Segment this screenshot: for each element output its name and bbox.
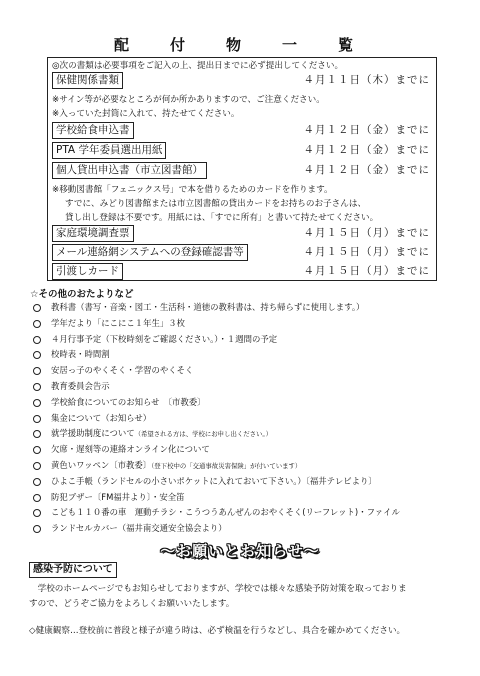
document-row [48,162,438,180]
submission-documents-box [47,57,437,281]
document-note: ※移動図書館「フェニックス号」で本を借りるためのカードを作ります。 [52,185,333,195]
document-row [48,142,438,160]
circle-bullet-icon [33,336,41,344]
list-item: 集金について（お知らせ） [33,411,453,427]
document-note: 貸し出し登録は不要です。用紙には、「すでに所有」と書いて持たせてください。 [65,213,379,223]
health-check-note: ◇健康観察…登校前に普段と様子が違う時は、必ず検温を行うなどし、具合を確かめてください。 [29,626,406,636]
circle-bullet-icon [33,367,41,375]
due-date: ４月１２日（金）までに [303,124,430,136]
document-row [48,72,438,90]
list-item: 教科書（書写・音楽・図工・生活科・道徳の教科書は、持ち帰らずに使用します。） [33,300,453,316]
circle-bullet-icon [33,320,41,328]
document-label: 引渡しカード [52,263,123,280]
due-date: ４月１２日（金）までに [303,144,430,156]
submission-note: ◎次の書類は必要事項をご記入の上、提出日までに必ず提出してください。 [52,61,344,71]
due-date: ４月１２日（金）までに [303,164,430,176]
other-documents-list [33,300,453,537]
list-item: 学年だより「にこにこ１年生」３枚 [33,316,453,332]
document-note: ※入っていた封筒に入れて、持たせてください。 [52,109,240,119]
infection-paragraph-line: すので、どうぞご協力をよろしくお願いいたします。 [29,599,235,609]
document-note: すでに、みどり図書館または市立図書館の貸出カードをお持ちのお子さんは、 [65,199,367,209]
document-row [48,263,438,281]
list-item: こども１１０番の車 運動チラシ・こうつうあんぜんのおやくそく(リーフレット)・ファイル [33,505,453,521]
document-row [48,122,438,140]
circle-bullet-icon [33,430,41,438]
circle-bullet-icon [33,304,41,312]
other-documents-heading: ☆その他のおたよりなど [30,289,134,300]
list-item: ひよこ手帳（ランドセルの小さいポケットに入れておいて下さい。）〔福井テレビより〕 [33,474,453,490]
list-item: 安居っ子のやくそく・学習のやくそく [33,363,453,379]
list-item: ４月行事予定（下校時刻をご確認ください。）・１週間の予定 [33,332,453,348]
document-label: メール連絡網システムへの登録確認書等 [52,244,248,261]
list-item: 教育委員会告示 [33,379,453,395]
document-label: PTA 学年委員選出用紙 [52,142,166,159]
circle-bullet-icon [33,494,41,502]
circle-bullet-icon [33,351,41,359]
infection-prevention-heading: 感染予防について [29,562,117,578]
due-date: ４月１５日（月）までに [303,265,430,277]
circle-bullet-icon [33,509,41,517]
list-item: 防犯ブザー〔FM福井より〕・安全笛 [33,490,453,506]
circle-bullet-icon [33,462,41,470]
circle-bullet-icon [33,525,41,533]
page-title: 配 付 物 一 覧 [113,36,366,54]
due-date: ４月１５日（月）までに [303,227,430,239]
list-item: 黄色いワッペン〔市教委〕（登下校中の「交通事故災害保険」が付いています） [33,458,453,474]
document-row [48,225,438,243]
due-date: ４月１５日（月）までに [303,246,430,258]
document-note: ※サイン等が必要なところが何か所かありますので、ご注意ください。 [52,95,325,105]
list-item: 学校給食についてのお知らせ 〔市教委〕 [33,395,453,411]
list-item: 校時表・時間割 [33,347,453,363]
document-label: 家庭環境調査票 [52,225,134,242]
list-item: 就学援助制度について（希望される方は、学校にお申し出ください。） [33,426,453,442]
due-date: ４月１１日（木）までに [303,74,430,86]
circle-bullet-icon [33,446,41,454]
document-label: 保健関係書類 [52,72,123,89]
circle-bullet-icon [33,399,41,407]
notice-banner: ～お願いとお知らせ～ [160,542,320,560]
infection-paragraph-line: 学校のホームページでもお知らせしておりますが、学校では様々な感染予防対策を取っておりま [29,584,407,594]
circle-bullet-icon [33,415,41,423]
list-item: ランドセルカバー（福井南交通安全協会より） [33,521,453,537]
document-row [48,244,438,262]
circle-bullet-icon [33,383,41,391]
circle-bullet-icon [33,478,41,486]
list-item: 欠席・遅刻等の連絡オンライン化について [33,442,453,458]
document-label: 個人貸出申込書（市立図書館） [52,162,207,179]
document-label: 学校給食申込書 [52,122,134,139]
